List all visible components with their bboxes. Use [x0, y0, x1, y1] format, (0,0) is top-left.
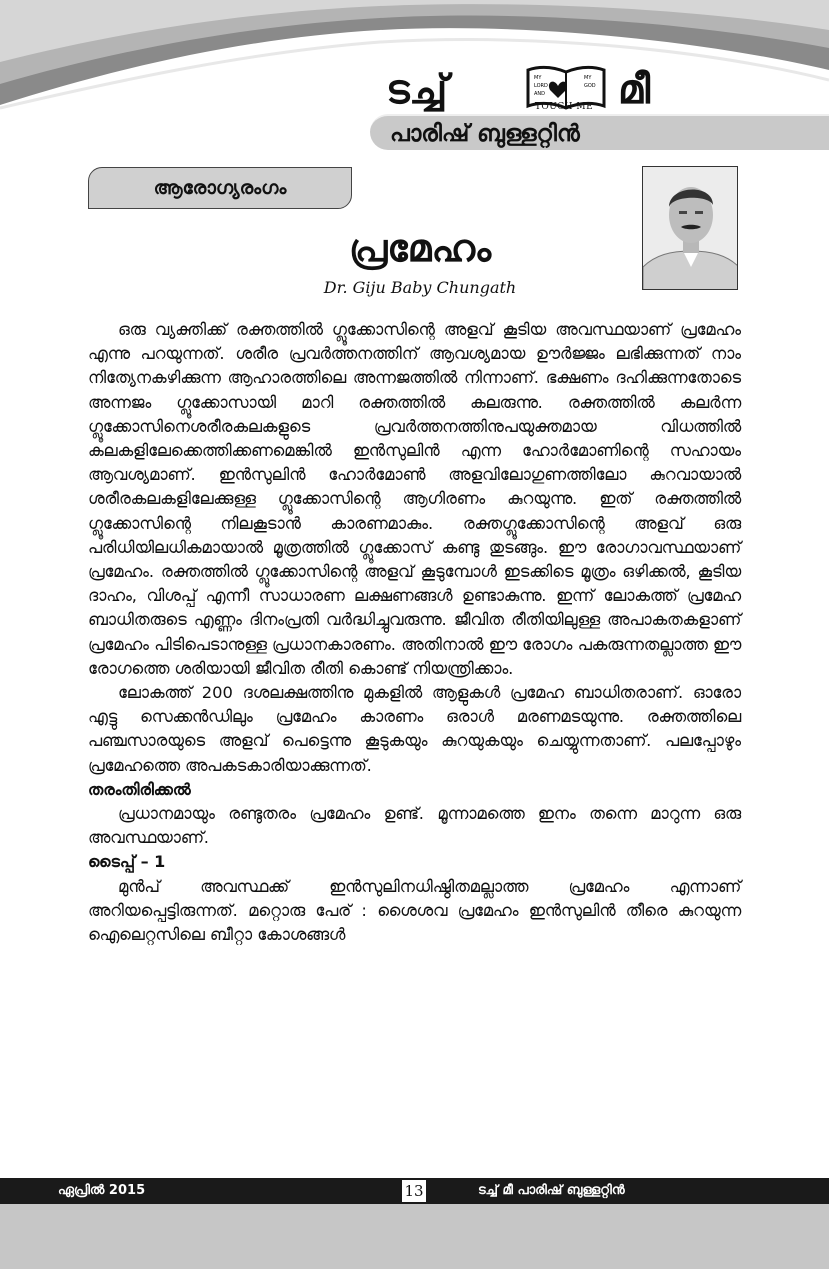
article-paragraph: ഒരു വ്യക്തിക്ക് രക്തത്തിൽ ഗ്ലൂക്കോസിന്റെ അളവ് കൂടിയ അവസ്ഥയാണ് പ്രമേഹം എന്നു പറയുന്നത്. ശരീര പ്രവർത്തനത്തിന് ആവശ്യമായ ഊർജ്ജം ലഭിക്കുന്നത് നാം നിത്യേനകഴിക്കുന്ന ആഹാരത്തിലെ അന്നജത്തിൽ നിന്നാണ്. ഭക്ഷണം ദഹിക്കുന്നതോടെ അന്നജം ഗ്ലൂക്കോസായി മാറി രക്തത്തിൽ കലരുന്നു. രക്തത്തിൽ കലർന്ന ഗ്ലൂക്കോസിനെശരീരകലകളുടെ പ്രവർത്തനത്തിനുപയുക്തമായ വിധത്തിൽ കലകളിലേക്കെത്തിക്കണമെങ്കിൽ ഇൻസുലിൻ എന്ന ഹോർമോണിന്റെ സഹായം ആവശ്യമാണ്. ഇൻസുലിൻ ഹോർമോൺ അളവിലോഗുണത്തിലോ കുറവായാൽ ശരീരകലകളിലേക്കുള്ള ഗ്ലൂക്കോസിന്റെ ആഗിരണം കുറയുന്നു. ഇത് രക്തത്തിൽ ഗ്ലൂക്കോസിന്റെ നിലകൂടാൻ കാരണമാകും. രക്തഗ്ലൂക്കോസിന്റെ അളവ് ഒരു പരിധിയിലധികമായാൽ മൂത്രത്തിൽ ഗ്ലൂക്കോസ് കണ്ടു തുടങ്ങും. ഈ രോഗാവസ്ഥയാണ് പ്രമേഹം. രക്തത്തിൽ ഗ്ലൂക്കോസിന്റെ അളവ് കൂടുമ്പോൾ ഇടക്കിടെ മൂത്രം ഒഴിക്കൽ, കൂടിയ ദാഹം, വിശപ്പ് എന്നീ സാധാരണ ലക്ഷണങ്ങൾ ഉണ്ടാകുന്നു. ഇന്ന് ലോകത്ത് പ്രമേഹ ബാധിതരുടെ എണ്ണം ദിനംപ്രതി വർദ്ധിച്ചുവരുന്നു. ജീവിത രീതിയിലുള്ള അപാകതകളാണ് പ്രമേഹം പിടിപെടാനുള്ള പ്രധാനകാരണം. അതിനാൽ ഈ രോഗം പകരുന്നതല്ലാത്ത ഈ രോഗത്തെ ശരിയായി ജീവിത രീതി കൊണ്ട് നിയന്ത്രിക്കാം.: [88, 320, 741, 678]
bulletin-title: പാരിഷ് ബുള്ളറ്റിൻ: [390, 121, 580, 147]
article-paragraph: ലോകത്ത് 200 ദശലക്ഷത്തിനു മുകളിൽ ആളുകൾ പ്രമേഹ ബാധിതരാണ്. ഓരോ എട്ടു സെക്കൻഡിലും പ്രമേഹം കാരണം ഒരാൾ മരണമടയുന്നു. രക്തത്തിലെ പഞ്ചസാരയുടെ അളവ് പെട്ടെന്നു കൂടുകയും കുറയുകയും ചെയ്യുന്നതാണ്. പലപ്പോഴും പ്രമേഹത്തെ അപകടകാരിയാക്കുന്നത്.: [88, 683, 741, 775]
article-title: പ്രമേഹം: [348, 226, 491, 270]
brand-caption: TOUCH ME: [534, 102, 594, 112]
brand-name-touch: ടച്ച്: [386, 67, 448, 113]
book-word: LORD: [534, 83, 548, 89]
article-body: [88, 318, 741, 947]
book-word: GOD: [584, 83, 596, 89]
section-tag: ആരോഗ്യരംഗം: [88, 167, 352, 209]
brand-name-me: മീ: [618, 67, 651, 113]
footer-publication: ടച്ച് മീ പാരിഷ് ബുള്ളറ്റിൻ: [478, 1183, 625, 1198]
bottom-band-decoration: [0, 1204, 829, 1269]
article-paragraph: മുൻപ് അവസ്ഥക്ക് ഇൻസുലിനധിഷ്ഠിതമല്ലാത്ത പ്രമേഹം എന്നാണ് അറിയപ്പെട്ടിരുന്നത്. മറ്റൊരു പേര് : ശൈശവ പ്രമേഹം ഇൻസുലിൻ തീരെ കുറയുന്ന ഐലെറ്റസിലെ ബീറ്റാ കോശങ്ങൾ: [88, 876, 741, 945]
bulletin-title-bar: [370, 114, 829, 150]
book-word: AND: [534, 91, 546, 97]
book-word: MY: [584, 75, 592, 81]
article-subheading: തരംതിരിക്കൽ: [88, 779, 191, 799]
brand-logo: [386, 62, 746, 120]
page-footer: [0, 1178, 829, 1204]
page-number: 13: [402, 1180, 426, 1202]
article-subheading: ടൈപ്പ് – 1: [88, 852, 166, 872]
book-word: MY: [534, 75, 542, 81]
article-paragraph: പ്രധാനമായും രണ്ടുതരം പ്രമേഹം ഉണ്ട്. മൂന്നാമത്തെ ഇനം തന്നെ മാറുന്ന ഒരു അവസ്ഥയാണ്.: [88, 804, 741, 848]
article-author: Dr. Giju Baby Chungath: [323, 278, 517, 297]
footer-date: ഏപ്രിൽ 2015: [58, 1183, 146, 1198]
author-photo: [642, 166, 738, 290]
